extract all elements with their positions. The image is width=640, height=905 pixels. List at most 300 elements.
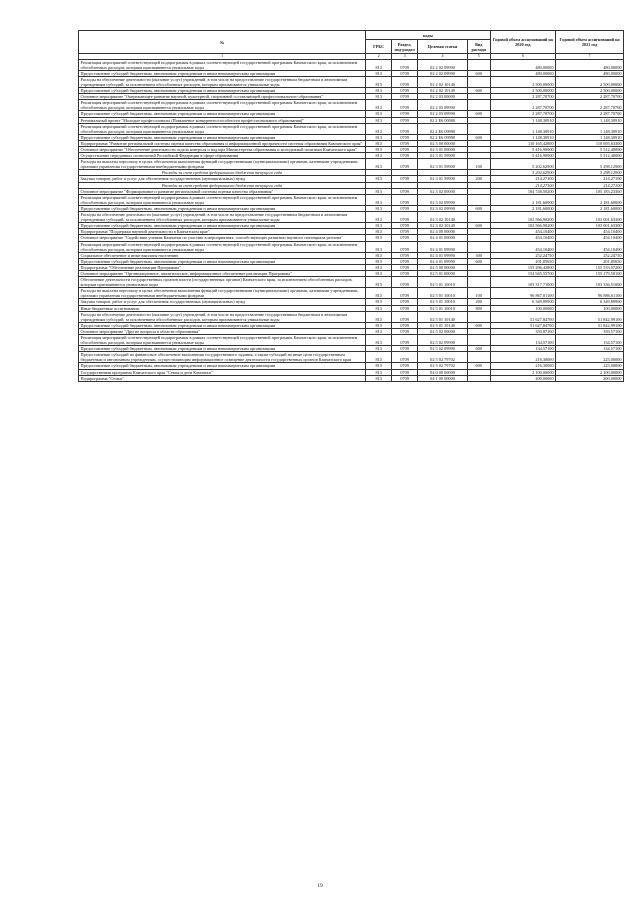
grbs-cell: 813 (366, 369, 392, 375)
target-cell: 02 5 01 10010 (418, 288, 468, 299)
volume-2020-cell: 5 202,62900 (490, 159, 556, 170)
razdel-cell: 0709 (392, 94, 418, 100)
row-name: Обеспечение деятельности государственных органов власти (государственных органов) Камчатского края, за исключением обособленных расходов, которым присваиваются уникальные коды (79, 277, 366, 288)
volume-2021-cell: 225,00000 (556, 352, 624, 363)
grbs-cell: 813 (366, 70, 392, 76)
volume-2020-cell: 2 181,60000 (490, 205, 556, 211)
target-cell: 02 5 01 10140 (418, 311, 468, 322)
target-cell: 02 2 03 09990 (418, 111, 468, 117)
grbs-cell: 813 (366, 277, 392, 288)
grbs-cell: 813 (366, 159, 392, 170)
volume-2021-cell: 103 336,51000 (556, 277, 624, 288)
grbs-cell: 813 (366, 88, 392, 94)
razdel-cell: 0709 (392, 153, 418, 159)
razdel-cell: 0709 (392, 375, 418, 381)
row-name: Предоставление субсидий бюджетным, автономным учреждениям и иным некоммерческим организациям (79, 346, 366, 352)
index-cell: 6 (490, 54, 556, 60)
vid-cell (467, 76, 490, 87)
volume-2020-cell: 96 867,81100 (490, 288, 556, 299)
volume-2021-cell: 155 533,07200 (556, 264, 624, 270)
vid-cell: 600 (467, 363, 490, 369)
vid-cell (467, 277, 490, 288)
volume-2021-cell: 2 181,60000 (556, 205, 624, 211)
volume-2021-cell: 252,24750 (556, 252, 624, 258)
index-cell: 5 (467, 54, 490, 60)
grbs-cell: 813 (366, 305, 392, 311)
razdel-cell: 0709 (392, 134, 418, 140)
volume-2021-cell: 454,10400 (556, 241, 624, 252)
row-name: Расходы на выплаты персоналу в целях обеспечения выполнения функций государственными (муниципальными) органами, казенными учреждениями, органами управления государственными внебюджетными фондами (79, 288, 366, 299)
row-name: Подпрограмма "Развитие региональной системы оценки качества образования и информационной прозрачности системы образования Камчатского края" (79, 140, 366, 146)
volume-2021-cell: 225,00000 (556, 363, 624, 369)
razdel-cell: 0709 (392, 70, 418, 76)
index-cell: 7 (556, 54, 624, 60)
grbs-cell: 813 (366, 375, 392, 381)
volume-2021-cell: 2 500,00000 (556, 76, 624, 87)
target-cell: 02 2 02 09990 (418, 70, 468, 76)
volume-2020-cell: 100,00000 (490, 305, 556, 311)
vid-cell: 600 (467, 134, 490, 140)
razdel-cell: 0709 (392, 252, 418, 258)
target-cell: 02 2 02 10140 (418, 76, 468, 87)
volume-2020-cell: 5 416,90000 (490, 147, 556, 153)
target-cell: 02 3 01 59900 (418, 159, 468, 170)
razdel-cell: 0709 (392, 258, 418, 264)
table-row (79, 140, 624, 146)
volume-2020-cell: 110 165,42800 (490, 140, 556, 146)
volume-2021-cell: 2 181,60000 (556, 194, 624, 205)
vid-cell (467, 123, 490, 134)
razdel-cell: 0709 (392, 194, 418, 205)
grbs-cell: 813 (366, 123, 392, 134)
row-name: Основное мероприятие "Содействие ученым Камчатки по участию в мероприятиях, способствующих развитию научного потенциала региона" (79, 235, 366, 241)
row-name: Предоставление субсидий бюджетным, автономным учреждениям и иным некоммерческим организациям (79, 258, 366, 264)
table-row (79, 335, 624, 346)
razdel-cell: 0709 (392, 264, 418, 270)
vid-cell (467, 375, 490, 381)
header-target: Целевая статья (418, 40, 468, 54)
volume-2021-cell: 5 512,40000 (556, 147, 624, 153)
grbs-cell: 813 (366, 258, 392, 264)
volume-2021-cell: 134,57100 (556, 335, 624, 346)
razdel-cell: 0709 (392, 288, 418, 299)
volume-2021-cell: 1 148,30910 (556, 117, 624, 123)
volume-2021-cell: 103 001,63300 (556, 212, 624, 223)
target-cell: 02 5 02 00000 (418, 328, 468, 334)
volume-2021-cell: 134,57100 (556, 346, 624, 352)
volume-2020-cell: 200,00000 (490, 375, 556, 381)
razdel-cell: 0709 (392, 100, 418, 111)
razdel-cell: 0709 (392, 235, 418, 241)
volume-2021-cell: 480,00000 (556, 59, 624, 70)
volume-2020-cell: 214,27100 (490, 176, 556, 182)
table-row (79, 123, 624, 134)
grbs-cell: 813 (366, 229, 392, 235)
target-cell: 02 2 02 09990 (418, 59, 468, 70)
vid-cell: 800 (467, 305, 490, 311)
volume-2020-cell: 103 317,71000 (490, 277, 556, 288)
vid-cell: 100 (467, 159, 490, 170)
volume-2020-cell: 252,24750 (490, 252, 556, 258)
grbs-cell: 813 (366, 212, 392, 223)
grbs-cell: 813 (366, 328, 392, 334)
grbs-cell: 813 (366, 288, 392, 299)
target-cell: 02 3 01 59900 (418, 153, 468, 159)
volume-2020-cell: 454,10400 (490, 241, 556, 252)
vid-cell: 600 (467, 88, 490, 94)
volume-2020-cell: 5 202,62900 (490, 170, 556, 176)
vid-cell: 600 (467, 258, 490, 264)
volume-2021-cell: 2 500,00000 (556, 88, 624, 94)
volume-2020-cell: 2 181,60000 (490, 194, 556, 205)
volume-2020-cell: 154 945,55700 (490, 270, 556, 276)
row-name: Реализация мероприятий соответствующей подпрограммы в рамках соответствующей государственной программы Камчатского края, за исключением обособленных расходов, которым присваиваются уникальные коды (79, 241, 366, 252)
razdel-cell: 0709 (392, 123, 418, 134)
vid-cell: 300 (467, 252, 490, 258)
vid-cell: 600 (467, 205, 490, 211)
budget-table (78, 30, 624, 382)
row-name: Подпрограмма "Семья" (79, 375, 366, 381)
grbs-cell: 813 (366, 188, 392, 194)
row-name: Предоставление субсидий на финансовое обеспечение выполнения государственного задания, а также субсидий на иные цели государственным бюджетным и автономным учреждениям, осуществляющим информационное освещение деятельности государственных органов Камчатского края (79, 352, 366, 363)
volume-2020-cell: 216,30000 (490, 363, 556, 369)
row-name: Закупка товаров, работ и услуг для обеспечения государственных (муниципальных) нужд (79, 299, 366, 305)
row-name: Реализация мероприятий соответствующей подпрограммы в рамках соответствующей государственной программы Камчатского края, за исключением обособленных расходов, которым присваиваются уникальные коды (79, 194, 366, 205)
target-cell: 02 5 01 10010 (418, 299, 468, 305)
volume-2021-cell: 96 886,61100 (556, 288, 624, 299)
table-body (79, 54, 624, 382)
razdel-cell: 0709 (392, 59, 418, 70)
volume-2020-cell: 454,10400 (490, 235, 556, 241)
row-name: Расходы на обеспечение деятельности (оказание услуг) учреждений, в том числе на предоставление государственным бюджетным и автономным учреждениям субсидий, за исключением обособленных расходов, которым присваиваются уникальные коды (79, 76, 366, 87)
razdel-cell: 0709 (392, 229, 418, 235)
grbs-cell: 813 (366, 270, 392, 276)
grbs-cell: 813 (366, 59, 392, 70)
volume-2020-cell: 104 748,50200 (490, 188, 556, 194)
target-cell: 02 5 01 00000 (418, 270, 468, 276)
table-row (79, 100, 624, 111)
razdel-cell: 0709 (392, 88, 418, 94)
row-name: Расходы на выплаты персоналу в целях обеспечения выполнения функций государственными (муниципальными) органами, казенными учреждениями, органами управления государственными внебюджетными фондами (79, 159, 366, 170)
target-cell: 02 5 02 09990 (418, 346, 468, 352)
target-cell: 02 3 02 09990 (418, 205, 468, 211)
target-cell: 02 5 02 79702 (418, 352, 468, 363)
table-row (79, 311, 624, 322)
grbs-cell: 813 (366, 241, 392, 252)
row-name: Предоставление субсидий бюджетным, автономным учреждениям и иным некоммерческим организациям (79, 322, 366, 328)
row-name: Реализация мероприятий соответствующей подпрограммы в рамках соответствующей государственной программы Камчатского края, за исключением обособленных расходов, которым присваиваются уникальные коды (79, 335, 366, 346)
row-name: Предоставление субсидий бюджетным, автономным учреждениям и иным некоммерческим организациям (79, 223, 366, 229)
target-cell: 02 3 02 10140 (418, 212, 468, 223)
volume-2020-cell: 1 148,30910 (490, 123, 556, 134)
grbs-cell: 813 (366, 100, 392, 111)
razdel-cell: 0709 (392, 140, 418, 146)
target-cell: 02 2 02 10140 (418, 88, 468, 94)
volume-2021-cell: 5 512,40000 (556, 153, 624, 159)
grbs-cell: 813 (366, 335, 392, 346)
target-cell: 02 2 E6 09990 (418, 123, 468, 134)
volume-2021-cell: 51 842,99100 (556, 311, 624, 322)
table-header (79, 31, 624, 54)
header-codes: коды (366, 31, 490, 40)
volume-2021-cell: 6 349,89900 (556, 299, 624, 305)
grbs-cell: 813 (366, 194, 392, 205)
header-razdel: Раздел, под-раздел (392, 40, 418, 54)
grbs-cell: 813 (366, 205, 392, 211)
target-cell: 02 5 01 10010 (418, 277, 468, 288)
razdel-cell: 0709 (392, 176, 418, 182)
target-cell: 02 5 00 00000 (418, 264, 468, 270)
volume-2020-cell: 2 100,00000 (490, 369, 556, 375)
volume-2021-cell: 480,00000 (556, 70, 624, 76)
grbs-cell: 813 (366, 264, 392, 270)
volume-2021-cell: 454,10400 (556, 235, 624, 241)
razdel-cell: 0709 (392, 270, 418, 276)
vid-cell: 600 (467, 111, 490, 117)
target-cell: 02 4 01 00000 (418, 235, 468, 241)
vid-cell: 600 (467, 322, 490, 328)
row-name: Расходы на обеспечение деятельности (оказание услуг) учреждений, в том числе на предоставление государственным бюджетным и автономным учреждениям субсидий, за исключением обособленных расходов, которым присваиваются уникальные коды (79, 212, 366, 223)
volume-2021-cell: 5 298,12900 (556, 170, 624, 176)
row-name: Предоставление субсидий бюджетным, автономным учреждениям и иным некоммерческим организациям (79, 205, 366, 211)
table-row (79, 277, 624, 288)
target-cell: 02 4 01 09990 (418, 258, 468, 264)
volume-2020-cell: 480,00000 (490, 59, 556, 70)
target-cell: 02 5 01 10140 (418, 322, 468, 328)
volume-2020-cell: 2 287,70700 (490, 100, 556, 111)
budget-sheet (78, 30, 624, 382)
volume-2021-cell: 214,27100 (556, 176, 624, 182)
target-cell: 02 3 00 00000 (418, 140, 468, 146)
volume-2020-cell: 2 287,70700 (490, 94, 556, 100)
razdel-cell: 0709 (392, 76, 418, 87)
vid-cell (467, 335, 490, 346)
index-cell: 1 (79, 54, 366, 60)
vid-cell (467, 194, 490, 205)
grbs-cell: 813 (366, 140, 392, 146)
row-name: Подпрограмма "Обеспечение реализации Программы" (79, 264, 366, 270)
volume-2021-cell: 2 287,70700 (556, 100, 624, 111)
grbs-cell: 813 (366, 176, 392, 182)
row-name: Реализация мероприятий соответствующей подпрограммы в рамках соответствующей государственной программы Камчатского края, за исключением обособленных расходов, которым присваиваются уникальные коды (79, 123, 366, 134)
grbs-cell: 813 (366, 223, 392, 229)
volume-2021-cell: 100,00000 (556, 305, 624, 311)
target-cell: 02 3 02 00000 (418, 188, 468, 194)
target-cell: 02 5 01 10010 (418, 305, 468, 311)
vid-cell: 600 (467, 70, 490, 76)
razdel-cell: 0709 (392, 322, 418, 328)
razdel-cell: 0709 (392, 305, 418, 311)
table-row (79, 352, 624, 363)
vid-cell: 200 (467, 176, 490, 182)
row-name: Реализация мероприятий соответствующей подпрограммы в рамках соответствующей государственной программы Камчатского края, за исключением обособленных расходов, которым присваиваются уникальные коды (79, 100, 366, 111)
volume-2020-cell: 51 627,84700 (490, 322, 556, 328)
razdel-cell: 0709 (392, 111, 418, 117)
razdel-cell: 0709 (392, 299, 418, 305)
row-name: Иные бюджетные ассигнования (79, 305, 366, 311)
table-row (79, 212, 624, 223)
volume-2020-cell: 480,00000 (490, 70, 556, 76)
volume-2020-cell: 102 566,90200 (490, 212, 556, 223)
grbs-cell: 813 (366, 117, 392, 123)
razdel-cell: 0709 (392, 277, 418, 288)
target-cell: 02 5 02 79702 (418, 363, 468, 369)
vid-cell (467, 241, 490, 252)
volume-2020-cell: 214,27100 (490, 182, 556, 188)
volume-2021-cell: 2 287,70700 (556, 94, 624, 100)
grbs-cell: 813 (366, 94, 392, 100)
volume-2021-cell: 105 183,23300 (556, 188, 624, 194)
volume-2021-cell: 51 842,99100 (556, 322, 624, 328)
volume-2020-cell: 454,10400 (490, 229, 556, 235)
row-name: Основное мероприятие "Формирование и развитие региональной системы оценки качества образования" (79, 188, 366, 194)
target-cell: 02 3 02 09990 (418, 194, 468, 205)
row-name: Подпрограмма "Поддержка научной деятельности в Камчатском крае" (79, 229, 366, 235)
grbs-cell: 813 (366, 76, 392, 87)
volume-2021-cell: 200,00000 (556, 375, 624, 381)
target-cell: 02 5 02 09990 (418, 335, 468, 346)
volume-2020-cell: 1 148,30910 (490, 134, 556, 140)
row-name: Закупка товаров, работ и услуг для обеспечения государственных (муниципальных) нужд (79, 176, 366, 182)
row-name: Основное мероприятие "Другие вопросы в области образования" (79, 328, 366, 334)
row-name: Социальное обеспечение и иные выплаты населению (79, 252, 366, 258)
grbs-cell: 813 (366, 111, 392, 117)
table-row (79, 375, 624, 381)
target-cell: 02 2 03 09990 (418, 100, 468, 111)
razdel-cell: 0709 (392, 212, 418, 223)
table-row (79, 194, 624, 205)
volume-2020-cell: 134,57100 (490, 335, 556, 346)
target-cell: 04 1 00 00000 (418, 375, 468, 381)
grbs-cell: 813 (366, 153, 392, 159)
volume-2020-cell: 2 287,70700 (490, 111, 556, 117)
razdel-cell: 0709 (392, 205, 418, 211)
row-name: Предоставление субсидий бюджетным, автономным учреждениям и иным некоммерческим организациям (79, 111, 366, 117)
index-cell: 2 (366, 54, 392, 60)
vid-cell: 200 (467, 299, 490, 305)
index-cell: 3 (392, 54, 418, 60)
grbs-cell: 813 (366, 346, 392, 352)
header-volume-2021: Годовой объем ассигнований на 2021 год (556, 31, 624, 54)
razdel-cell: 0709 (392, 363, 418, 369)
razdel-cell: 0709 (392, 369, 418, 375)
volume-2020-cell: 2 500,00000 (490, 88, 556, 94)
volume-2021-cell: 110 695,63300 (556, 140, 624, 146)
volume-2020-cell: 134,57100 (490, 346, 556, 352)
razdel-cell: 0709 (392, 346, 418, 352)
vid-cell: 100 (467, 288, 490, 299)
vid-cell (467, 59, 490, 70)
volume-2020-cell: 155 296,42800 (490, 264, 556, 270)
razdel-cell: 0709 (392, 328, 418, 334)
row-name: Основное мероприятие "Опережающее развитие научной, культурной, спортивной составляющей профессионального образования" (79, 94, 366, 100)
row-name: Основное мероприятие "Организационное, аналитическое, информационное обеспечение реализации Программы" (79, 270, 366, 276)
row-name: Государственная программа Камчатского края "Семья и дети Камчатки" (79, 369, 366, 375)
target-cell: 02 3 01 59900 (418, 176, 468, 182)
row-name: Предоставление субсидий бюджетным, автономным учреждениям и иным некоммерческим организациям (79, 70, 366, 76)
razdel-cell: 0709 (392, 335, 418, 346)
volume-2020-cell: 201,85650 (490, 258, 556, 264)
razdel-cell: 0709 (392, 117, 418, 123)
volume-2020-cell: 6 349,89900 (490, 299, 556, 305)
target-cell: 02 2 03 00000 (418, 94, 468, 100)
table-row (79, 76, 624, 87)
grbs-cell: 813 (366, 322, 392, 328)
row-name: Региональный проект "Молодые профессионалы (Повышение конкурентоспособности профессионального образования)" (79, 117, 366, 123)
volume-2021-cell: 2 287,70700 (556, 111, 624, 117)
volume-2021-cell: 1 148,30910 (556, 123, 624, 134)
volume-2020-cell: 5 416,90000 (490, 153, 556, 159)
row-name: Предоставление субсидий бюджетным, автономным учреждениям и иным некоммерческим организациям (79, 363, 366, 369)
header-vid: Вид расхода (467, 40, 490, 54)
volume-2020-cell: 1 148,30910 (490, 117, 556, 123)
row-name: Расходы на обеспечение деятельности (оказание услуг) учреждений, в том числе на предоставление государственным бюджетным и автономным учреждениям субсидий, за исключением обособленных расходов, которым присваиваются уникальные коды (79, 311, 366, 322)
row-name: Реализация мероприятий соответствующей подпрограммы в рамках соответствующей государственной программы Камчатского края, за исключением обособленных расходов, которым присваиваются уникальные коды (79, 59, 366, 70)
vid-cell (467, 100, 490, 111)
volume-2021-cell: 454,10400 (556, 229, 624, 235)
header-num: № (79, 31, 366, 54)
volume-2021-cell: 103 001,63300 (556, 223, 624, 229)
grbs-cell: 813 (366, 311, 392, 322)
header-grbs: ГРБС (366, 40, 392, 54)
volume-2021-cell: 2 100,00000 (556, 369, 624, 375)
grbs-cell: 813 (366, 147, 392, 153)
target-cell: 02 3 02 10140 (418, 223, 468, 229)
volume-2021-cell: 5 298,12900 (556, 159, 624, 170)
grbs-cell: 813 (366, 235, 392, 241)
grbs-cell: 813 (366, 352, 392, 363)
volume-2020-cell: 102 566,90200 (490, 223, 556, 229)
vid-cell (467, 212, 490, 223)
row-name: Осуществление переданных полномочий Российской Федерации в сфере образования (79, 153, 366, 159)
target-cell: 02 3 01 00000 (418, 147, 468, 153)
razdel-cell: 0709 (392, 311, 418, 322)
volume-2020-cell: 51 627,84700 (490, 311, 556, 322)
volume-2020-cell: 350,87100 (490, 328, 556, 334)
volume-2020-cell: 216,30000 (490, 352, 556, 363)
target-cell: 02 4 00 00000 (418, 229, 468, 235)
target-cell: 02 4 01 09990 (418, 252, 468, 258)
volume-2021-cell: 214,27100 (556, 182, 624, 188)
row-name: Основное мероприятие "Обеспечение деятельности отдела контроля и надзора Министерства образования и молодежной политики Камчатского края" (79, 147, 366, 153)
table-row (79, 241, 624, 252)
index-cell: 4 (418, 54, 468, 60)
vid-cell: 600 (467, 346, 490, 352)
volume-2020-cell: 2 500,00000 (490, 76, 556, 87)
razdel-cell: 0709 (392, 352, 418, 363)
vid-cell: 600 (467, 223, 490, 229)
target-cell: 02 2 E6 09990 (418, 134, 468, 140)
header-volume-2020: Годовой объем ассигнований на 2020 год (490, 31, 556, 54)
volume-2021-cell: 155 179,50100 (556, 270, 624, 276)
row-name: Предоставление субсидий бюджетным, автономным учреждениям и иным некоммерческим организациям (79, 88, 366, 94)
volume-2021-cell: 359,57100 (556, 328, 624, 334)
page-number: 19 (317, 883, 323, 889)
volume-2021-cell: 201,85650 (556, 258, 624, 264)
table-row (79, 147, 624, 153)
table-row (79, 288, 624, 299)
vid-cell (467, 352, 490, 363)
razdel-cell: 0709 (392, 159, 418, 170)
grbs-cell: 813 (366, 299, 392, 305)
vid-cell (467, 311, 490, 322)
table-row (79, 159, 624, 170)
volume-2021-cell: 1 148,30910 (556, 134, 624, 140)
grbs-cell: 813 (366, 252, 392, 258)
razdel-cell: 0709 (392, 188, 418, 194)
razdel-cell: 0709 (392, 147, 418, 153)
grbs-cell: 813 (366, 134, 392, 140)
